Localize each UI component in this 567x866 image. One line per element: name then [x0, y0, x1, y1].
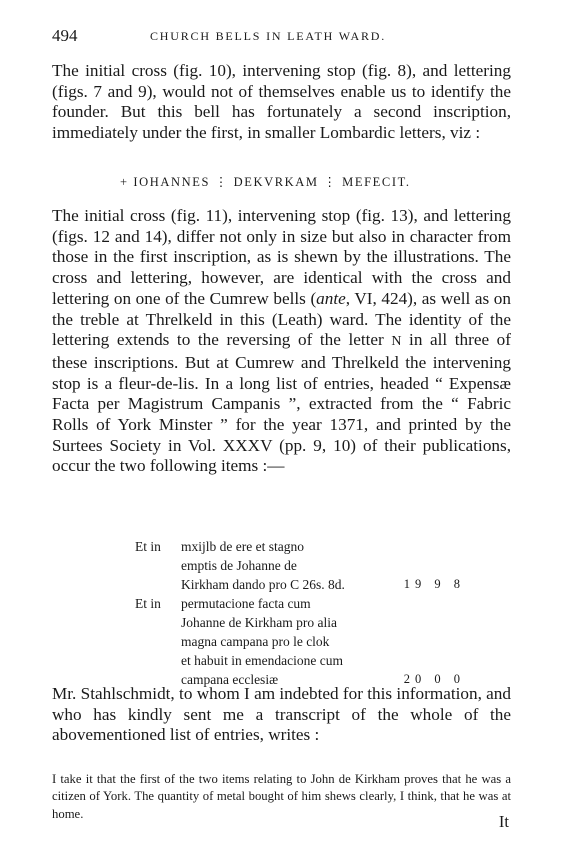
account-entry — [135, 537, 465, 594]
paragraph-2-part-2: , VI, 424), as well as on the treble at Threlkeld in this (Leath) ward. The identity of the lettering extends to the reversing of the letter — [52, 288, 511, 350]
entry-lead: Et in — [135, 539, 161, 554]
block-quote: I take it that the first of the two items relating to John de Kirkham proves that he was a citizen of York. The quantity of metal bought of him shews clearly, I think, that he was at home. — [52, 771, 511, 821]
paragraph-1: The initial cross (fig. 10), intervening stop (fig. 8), and lettering (figs. 7 and 9), would not of themselves enable us to identify the founder. But this bell has fortunately a second inscription, immediately under the first, in smaller Lombardic letters, viz : — [52, 61, 511, 143]
entry-text: mxijlb de ere et stagno — [181, 539, 304, 554]
entry-line: et habuit in emendacione cum — [181, 653, 343, 668]
account-entry — [135, 594, 465, 689]
entry-text: Kirkham dando pro C 26s. 8d. — [181, 577, 345, 592]
entry-text: permutacione facta cum — [181, 596, 311, 611]
paragraph-2 — [52, 206, 511, 477]
entry-lead: Et in — [135, 596, 161, 611]
running-title: CHURCH BELLS IN LEATH WARD. — [150, 29, 387, 43]
account-entries — [135, 537, 465, 689]
entry-line: Johanne de Kirkham pro alia — [181, 615, 337, 630]
paragraph-3: Mr. Stahlschmidt, to whom I am indebted for this information, and who has kindly sent me a transcript of the whole of the abovementioned list of entries, writes : — [52, 684, 511, 745]
page-number: 494 — [52, 26, 78, 45]
paragraph-2-part-3: in all three of these inscriptions. But at Cumrew and Threlkeld the intervening stop is a fleur-de-lis. In a long list of entries, headed “ Expensæ Facta per Magistrum Campanis ”, extracted from the “ Fabric Rolls of York Minster ” for the year 1371, and printed by the Surtees Society in Vol. XXXV (pp. 9, 10) of their publications, occur the two following items :— — [52, 330, 511, 476]
entry-text: campana ecclesiæ — [181, 672, 279, 687]
page-header — [52, 26, 515, 46]
entry-line: emptis de Johanne de — [181, 558, 297, 573]
paragraph-2-letter: N — [391, 334, 402, 350]
entry-line — [135, 537, 465, 556]
entry-amount: 20 0 0 — [403, 672, 465, 686]
bell-inscription: + IOHANNES ⋮ DEKVRKAM ⋮ MEFECIT. — [120, 175, 411, 189]
entry-line — [135, 575, 465, 594]
entry-line — [135, 594, 465, 613]
catchword: It — [498, 812, 509, 831]
entry-amount: 19 9 8 — [403, 577, 465, 591]
paragraph-2-part-1: The initial cross (fig. 11), intervening stop (fig. 13), and lettering (figs. 12 and 14), differ not only in size but also in character from those in the first inscription, as is shewn by the illustrations. The cross and lettering, however, are identical with the cross and lettering on one of the Cumrew bells ( — [52, 206, 511, 308]
paragraph-2-ante: ante — [316, 288, 346, 308]
entry-line: magna campana pro le clok — [181, 634, 330, 649]
